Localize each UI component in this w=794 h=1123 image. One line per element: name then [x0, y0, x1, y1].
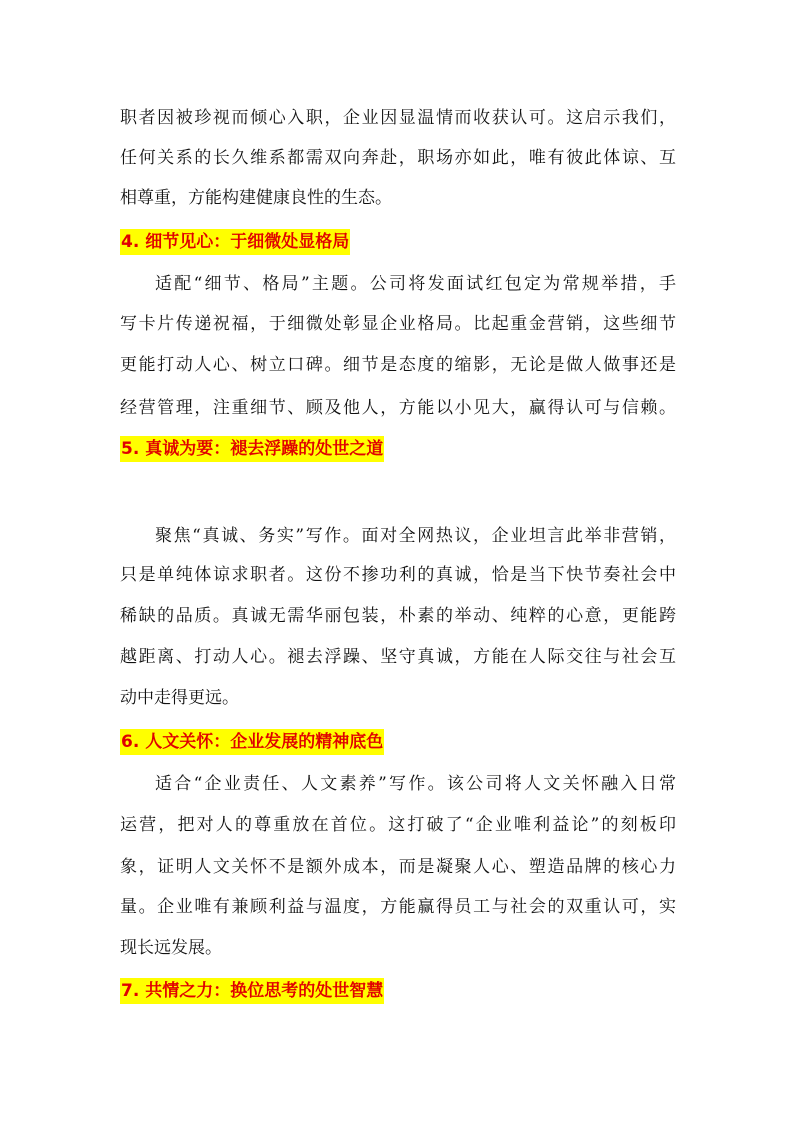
- paragraph-line: 动中走得更远。: [120, 688, 239, 708]
- section-heading-5: 5. 真诚为要：褪去浮躁的处世之道: [120, 436, 384, 462]
- paragraph-line: 只是单纯体谅求职者。这份不掺功利的真诚，恰是当下快节奏社会中: [120, 565, 676, 585]
- section-heading-4: 4. 细节见心：于细微处显格局: [120, 229, 350, 255]
- paragraph-line: 写卡片传递祝福，于细微处彰显企业格局。比起重金营销，这些细节: [120, 314, 676, 334]
- paragraph-line: 运营，把对人的尊重放在首位。这打破了“企业唯利益论”的刻板印: [120, 815, 676, 835]
- paragraph-line: 相尊重，方能构建健康良性的生态。: [120, 188, 392, 208]
- paragraph-line: 量。企业唯有兼顾利益与温度，方能赢得员工与社会的双重认可，实: [120, 897, 676, 917]
- paragraph-line: 职者因被珍视而倾心入职，企业因显温情而收获认可。这启示我们，: [120, 108, 676, 128]
- paragraph-line: 稀缺的品质。真诚无需华丽包装，朴素的举动、纯粹的心意，更能跨: [120, 606, 676, 626]
- paragraph-line: 更能打动人心、树立口碑。细节是态度的缩影，无论是做人做事还是: [120, 355, 676, 375]
- paragraph-line: 适配“细节、格局”主题。公司将发面试红包定为常规举措，手: [155, 274, 676, 294]
- paragraph-line: 适合“企业责任、人文素养”写作。该公司将人文关怀融入日常: [155, 774, 676, 794]
- paragraph-line: 聚焦“真诚、务实”写作。面对全网热议，企业坦言此举非营销，: [155, 526, 676, 546]
- section-heading-6: 6. 人文关怀：企业发展的精神底色: [120, 729, 384, 755]
- paragraph-line: 象，证明人文关怀不是额外成本，而是凝聚人心、塑造品牌的核心力: [120, 857, 676, 877]
- section-heading-7: 7. 共情之力：换位思考的处世智慧: [120, 978, 384, 1004]
- paragraph-line: 经营管理，注重细节、顾及他人，方能以小见大，赢得认可与信赖。: [120, 398, 676, 418]
- paragraph-line: 任何关系的长久维系都需双向奔赴，职场亦如此，唯有彼此体谅、互: [120, 148, 676, 168]
- paragraph-line: 现长远发展。: [120, 938, 222, 958]
- paragraph-line: 越距离、打动人心。褪去浮躁、坚守真诚，方能在人际交往与社会互: [120, 647, 676, 667]
